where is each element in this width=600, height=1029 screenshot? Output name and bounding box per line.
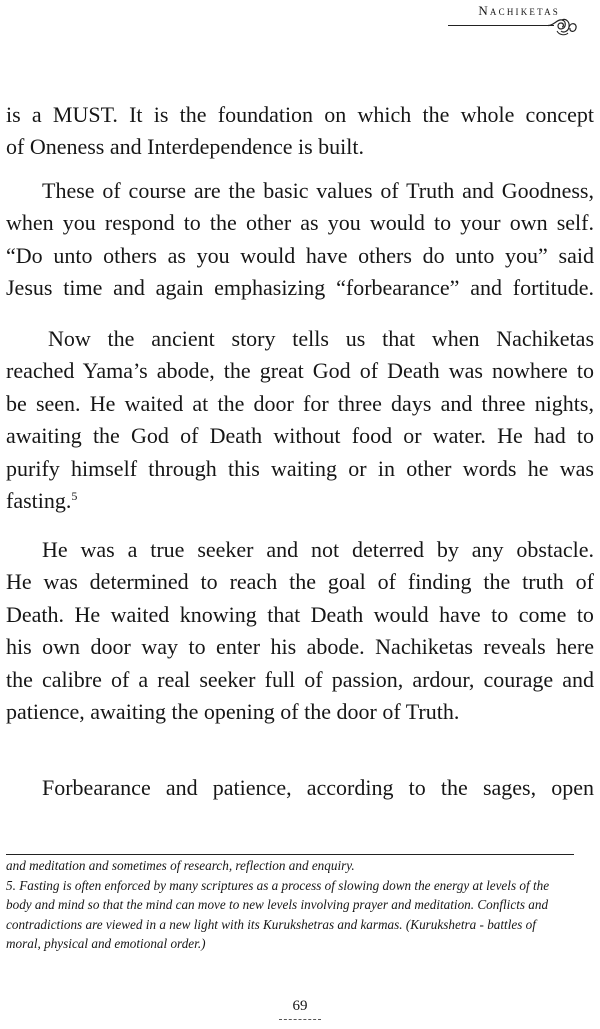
paragraph-5 [6, 772, 594, 804]
text-line: of Oneness and Interdependence is built. [6, 134, 364, 160]
text-line: These of course are the basic values of Truth and Goodness, [42, 178, 594, 203]
text-line: “Do unto others as you would have others do unto you” said [6, 242, 594, 268]
flourish-ornament-icon [548, 16, 578, 38]
paragraph-4 [6, 534, 594, 728]
running-head [448, 3, 578, 41]
text-line: is a MUST. It is the foundation on which the whole concept [6, 102, 594, 127]
text-line: reached Yama’s abode, the great God of Death was nowhere to [6, 358, 594, 384]
paragraph-2 [6, 175, 594, 305]
text-line: awaiting the God of Death without food or water. He had to [6, 423, 595, 449]
paragraph-1 [6, 99, 594, 164]
text-line: He was determined to reach the goal of finding the truth of [6, 569, 594, 595]
text-line: patience, awaiting the opening of the door of Truth. [6, 699, 460, 725]
footnote-line: 5. Fasting is often enforced by many scriptures as a process of slowing down the energy at levels of the [6, 877, 550, 893]
text-line: be seen. He waited at the door for three days and three nights, [6, 390, 594, 416]
text-line: Death. He waited knowing that Death would have to come to [6, 601, 594, 627]
footnote-rule [6, 854, 574, 855]
text-line: He was a true seeker and not deterred by any obstacle. [42, 537, 594, 562]
footnote-reference: 5 [71, 489, 78, 504]
text-line: Forbearance and patience, according to the sages, open [42, 775, 595, 800]
page-number: 69 [292, 998, 308, 1014]
footnote-line: contradictions are viewed in a new light with its Kurukshetras and karmas. (Kurukshetra - battles of [6, 916, 536, 932]
text-fragment: fasting. [6, 488, 72, 514]
header-rule [448, 25, 554, 26]
text-line: the calibre of a real seeker full of passion, ardour, courage and [6, 666, 594, 692]
paragraph-3 [6, 323, 594, 517]
footnotes [6, 856, 594, 954]
text-line: his own door way to enter his abode. Nachiketas reveals here [6, 634, 595, 660]
footnote-line: body and mind so that the mind can move to new levels involving prayer and meditation. Conflicts and [6, 897, 549, 912]
text-line [6, 485, 594, 517]
running-title: Nachiketas [478, 3, 560, 18]
text-line: Now the ancient story tells us that when Nachiketas [48, 326, 595, 351]
text-line: Jesus time and again emphasizing “forbearance” and fortitude. [6, 275, 595, 301]
text-line: when you respond to the other as you would to your own self. [6, 210, 594, 236]
footnote-line: moral, physical and emotional order.) [6, 936, 206, 951]
footnote-line: and meditation and sometimes of research, reflection and enquiry. [6, 858, 355, 873]
page-number-underline [279, 1019, 321, 1020]
text-line: purify himself through this waiting or in other words he was [6, 455, 594, 481]
